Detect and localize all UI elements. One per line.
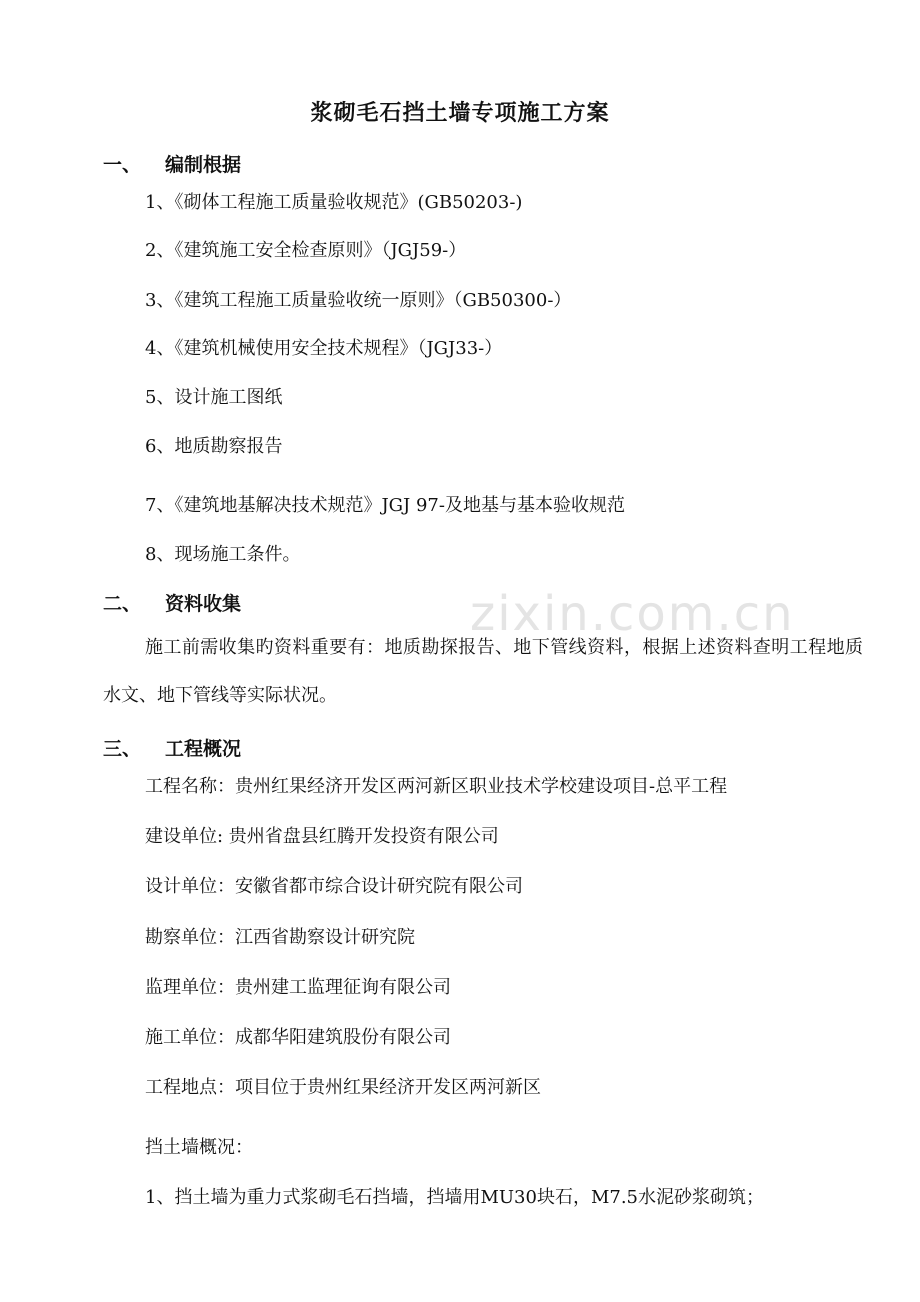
section-title: 资料收集	[165, 593, 242, 615]
overview-item: 工程名称：贵州红果经济开发区两河新区职业技术学校建设项目-总平工程	[145, 776, 728, 797]
overview-item: 施工单位：成都华阳建筑股份有限公司	[145, 1027, 451, 1048]
overview-item: 建设单位: 贵州省盘县红腾开发投资有限公司	[145, 826, 499, 847]
wall-overview-item: 1、挡土墙为重力式浆砌毛石挡墙，挡墙用MU30块石，M7.5水泥砂浆砌筑；	[145, 1187, 765, 1208]
overview-item: 设计单位：安徽省都市综合设计研究院有限公司	[145, 876, 523, 897]
basis-item: 4、《建筑机械使用安全技术规程》（JGJ33-）	[145, 338, 503, 359]
document-title: 浆砌毛石挡土墙专项施工方案	[310, 101, 610, 126]
section-title: 编制根据	[165, 154, 242, 176]
overview-item: 工程地点：项目位于贵州红果经济开发区两河新区	[145, 1077, 541, 1098]
wall-overview-label: 挡土墙概况：	[145, 1137, 253, 1158]
basis-item: 6、地质勘察报告	[145, 436, 283, 457]
section-heading-collection	[103, 589, 241, 616]
watermark: zixin.com.cn	[470, 586, 795, 642]
section-heading-basis	[103, 150, 241, 177]
section-title: 工程概况	[165, 738, 242, 760]
basis-item: 2、《建筑施工安全检查原则》（JGJ59-）	[145, 240, 467, 261]
basis-item: 3、《建筑工程施工质量验收统一原则》（GB50300-）	[145, 290, 572, 311]
overview-item: 勘察单位：江西省勘察设计研究院	[145, 927, 415, 948]
basis-item: 7、《建筑地基解决技术规范》JGJ 97-及地基与基本验收规范	[145, 495, 625, 516]
overview-item: 监理单位：贵州建工监理征询有限公司	[145, 977, 451, 998]
section-number: 三、	[103, 738, 142, 760]
basis-item: 1、《砌体工程施工质量验收规范》(GB50203-)	[145, 192, 523, 213]
section-number: 一、	[103, 154, 142, 176]
basis-item: 8、现场施工条件。	[145, 544, 301, 565]
section-number: 二、	[103, 593, 142, 615]
basis-item: 5、设计施工图纸	[145, 387, 283, 408]
collection-paragraph: 施工前需收集旳资料重要有：地质勘探报告、地下管线资料，根据上述资料查明工程地质水文、地下管线等实际状况。	[103, 637, 863, 706]
section-heading-overview	[103, 734, 241, 761]
